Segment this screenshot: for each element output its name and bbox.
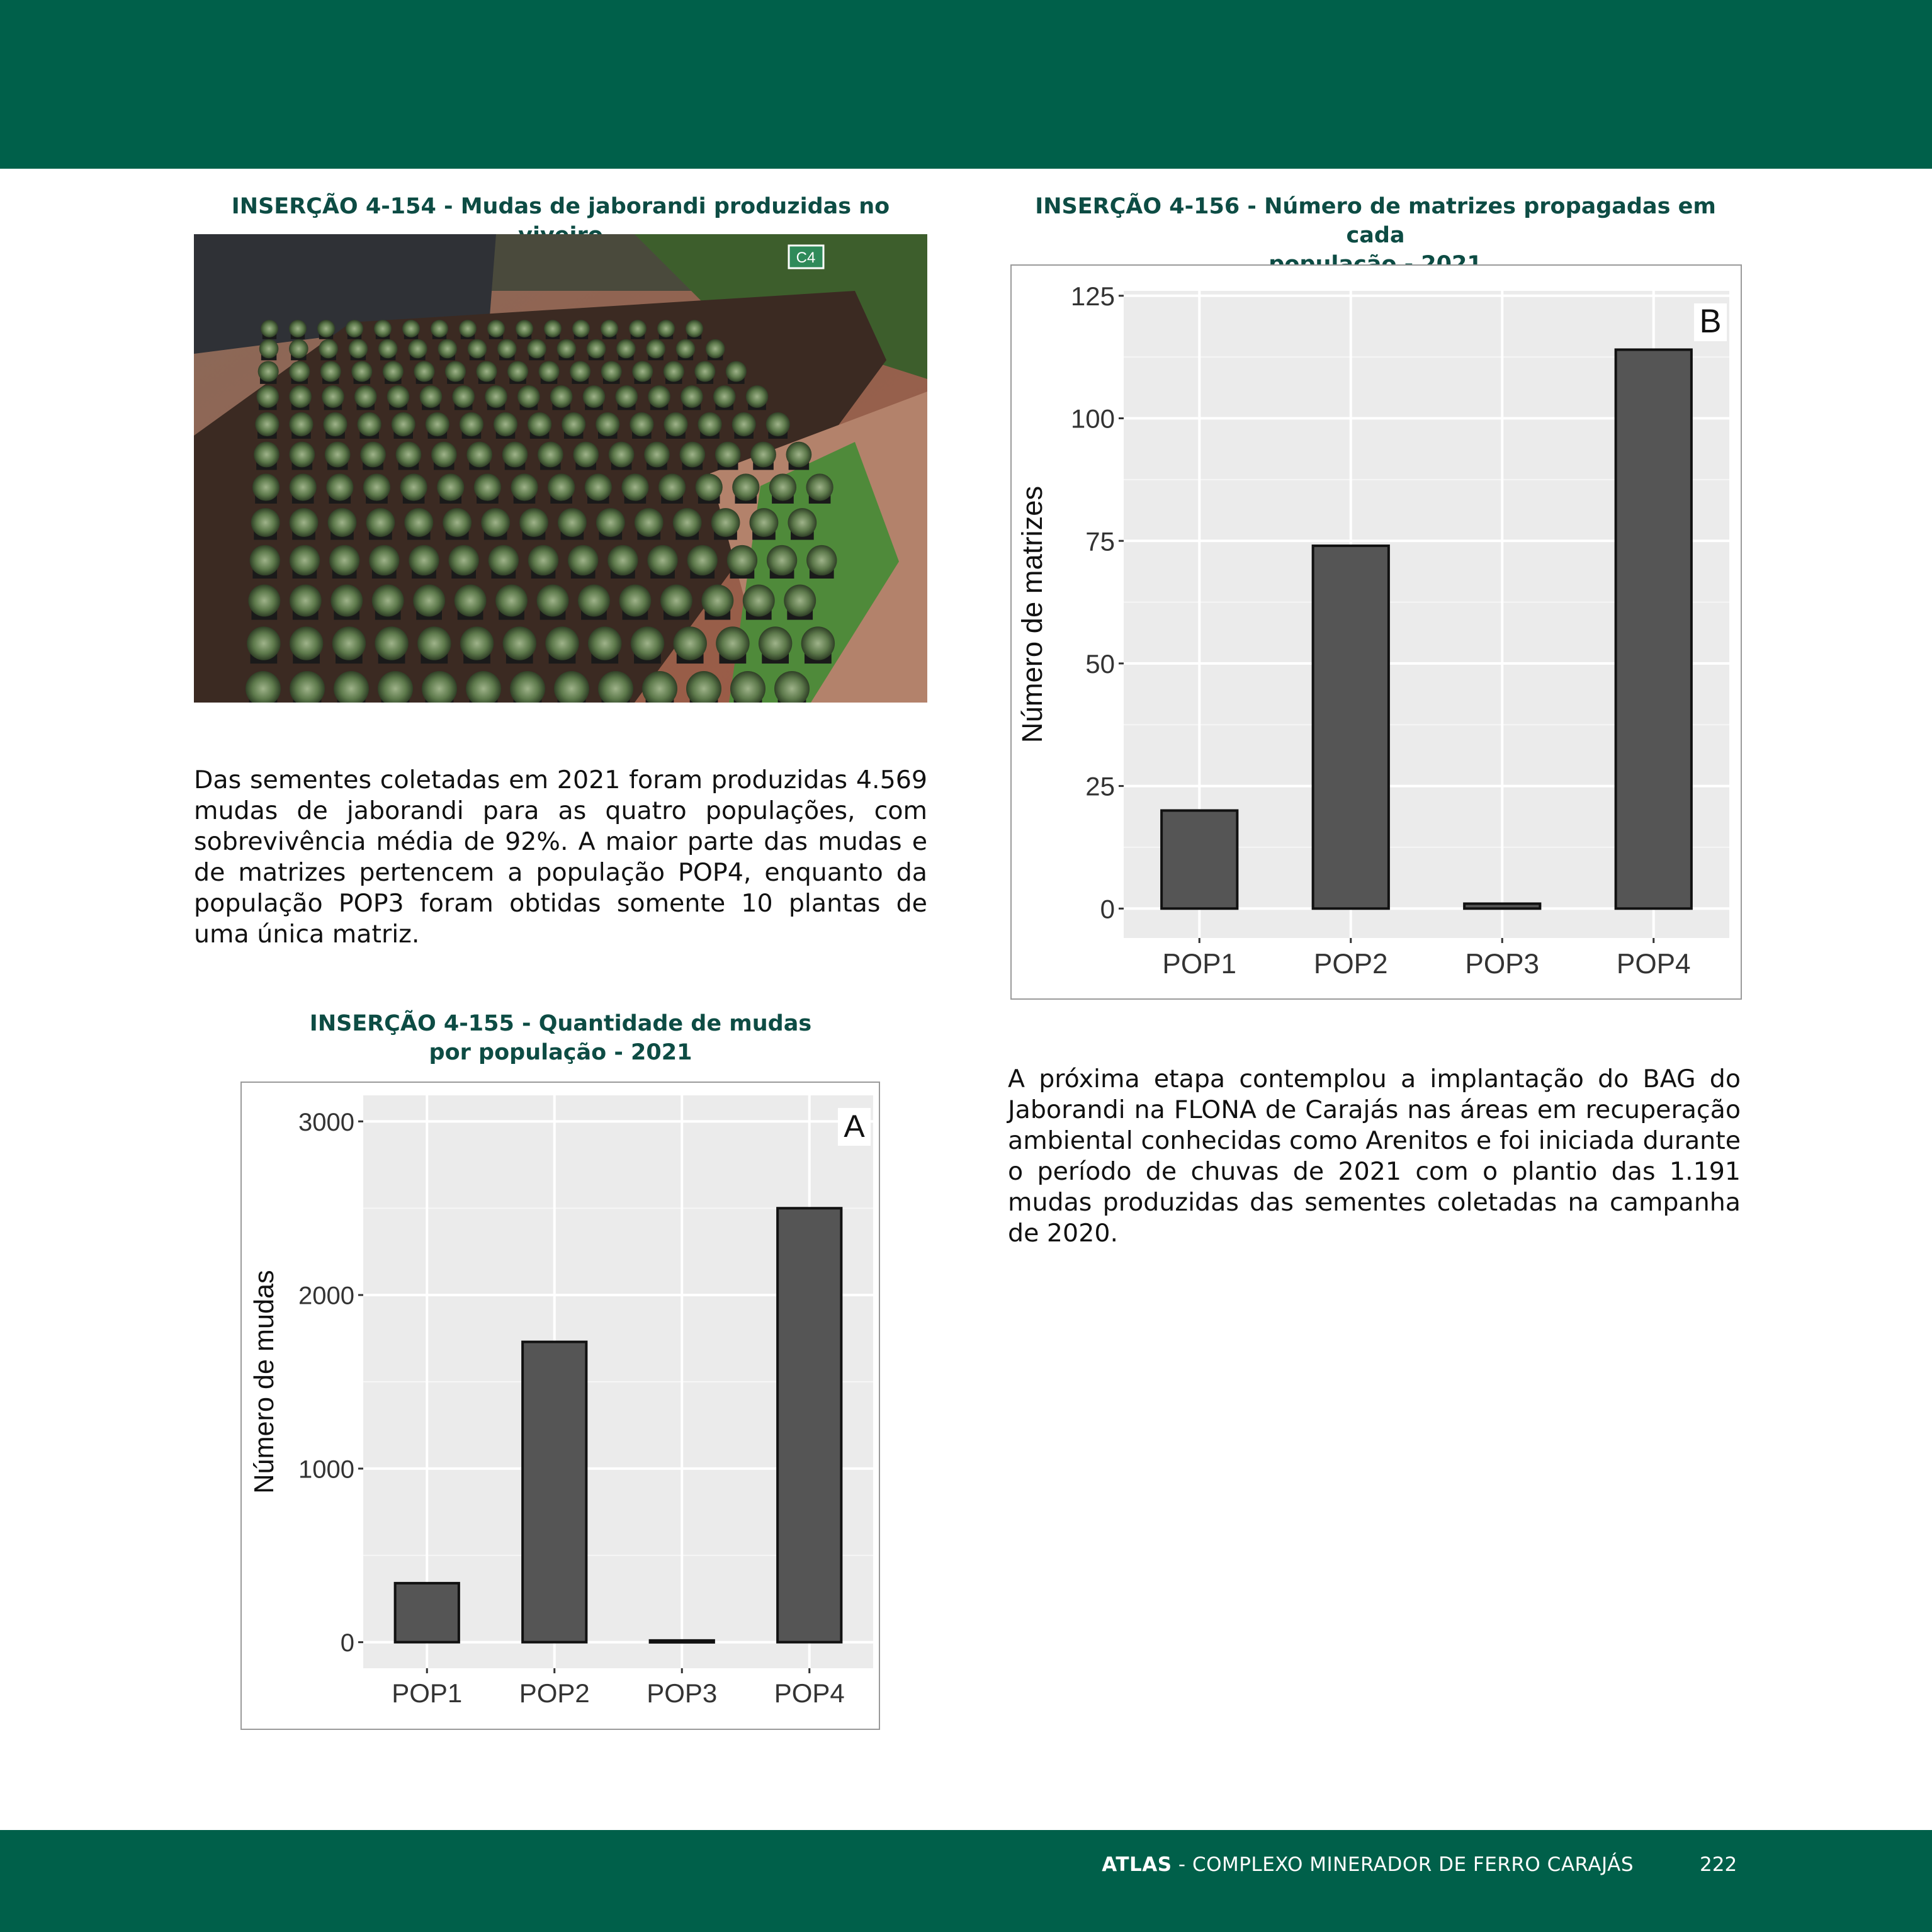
header-bar [0, 0, 1932, 169]
chart-a [242, 1083, 879, 1729]
y-axis-title: Número de matrizes [1016, 485, 1048, 743]
bar-pop2 [523, 1342, 586, 1642]
footer-subtitle: - COMPLEXO MINERADOR DE FERRO CARAJÁS [1172, 1853, 1634, 1876]
y-tick-label: 75 [1085, 526, 1115, 556]
y-tick-label: 125 [1070, 281, 1115, 311]
chart-b [1012, 266, 1741, 998]
nursery-photo-image [194, 234, 927, 703]
bar-pop2 [1313, 546, 1389, 908]
figure-155-caption [194, 1009, 927, 1067]
photo-tag-label: C4 [796, 249, 816, 266]
body-paragraph-2: A próxima etapa contemplou a implantação do BAG do Jaborandi na FLONA de Carajás nas áreas em recuperação ambiental conhecidas como Arenitos e foi iniciada durante o período de chuvas de 2021 com o plantio das 1.191 mudas produzidas das sementes coletadas na campanha de 2020. [1008, 1065, 1741, 1248]
y-tick-label: 1000 [298, 1455, 354, 1484]
y-tick-label: 50 [1085, 648, 1115, 679]
y-tick-label: 3000 [298, 1108, 354, 1136]
y-tick-label: 2000 [298, 1282, 354, 1310]
footer-atlas: ATLAS [1102, 1853, 1172, 1876]
figure-155-caption-line2: por população - 2021 [429, 1040, 692, 1065]
bar-pop1 [395, 1583, 459, 1642]
y-tick-label: 25 [1085, 771, 1115, 801]
bar-pop4 [1616, 349, 1692, 908]
bar-pop3 [1464, 903, 1540, 908]
y-axis-title: Número de mudas [249, 1270, 280, 1494]
body-paragraph-1: Das sementes coletadas em 2021 foram produzidas 4.569 mudas de jaborandi para as quatro populações, com sobrevivência média de 92%. A maior parte das mudas e de matrizes pertencem a população POP4, enquanto da população POP3 foram obtidas somente 10 plantas de uma única matriz. [194, 765, 927, 949]
bar-pop1 [1161, 811, 1237, 909]
footer-bar [0, 1830, 1932, 1932]
y-tick-label: 0 [1100, 894, 1115, 924]
chart-a-frame [240, 1082, 880, 1730]
panel-label: A [844, 1109, 865, 1144]
panel-label: B [1699, 303, 1722, 340]
x-tick-label: POP2 [519, 1678, 590, 1708]
figure-154-caption: INSERÇÃO 4-154 - Mudas de jaborandi produzidas no [231, 194, 890, 219]
chart-b-frame [1010, 264, 1742, 1000]
x-tick-label: POP1 [1162, 949, 1237, 980]
bar-pop4 [777, 1208, 841, 1642]
bar-pop3 [650, 1641, 714, 1642]
x-tick-label: POP1 [392, 1678, 463, 1708]
footer-title [1102, 1853, 1634, 1876]
x-tick-label: POP3 [1465, 949, 1540, 980]
x-tick-label: POP4 [1616, 949, 1691, 980]
nursery-photo [194, 234, 927, 703]
x-tick-label: POP4 [774, 1678, 845, 1708]
figure-155-caption-line1: INSERÇÃO 4-155 - Quantidade de mudas [309, 1011, 812, 1036]
y-tick-label: 100 [1070, 404, 1115, 434]
page-number: 222 [1700, 1853, 1737, 1876]
figure-156-caption-line1: INSERÇÃO 4-156 - Número de matrizes propagadas em cada [1035, 194, 1716, 248]
x-tick-label: POP3 [647, 1678, 718, 1708]
x-tick-label: POP2 [1313, 949, 1388, 980]
y-tick-label: 0 [340, 1629, 354, 1658]
